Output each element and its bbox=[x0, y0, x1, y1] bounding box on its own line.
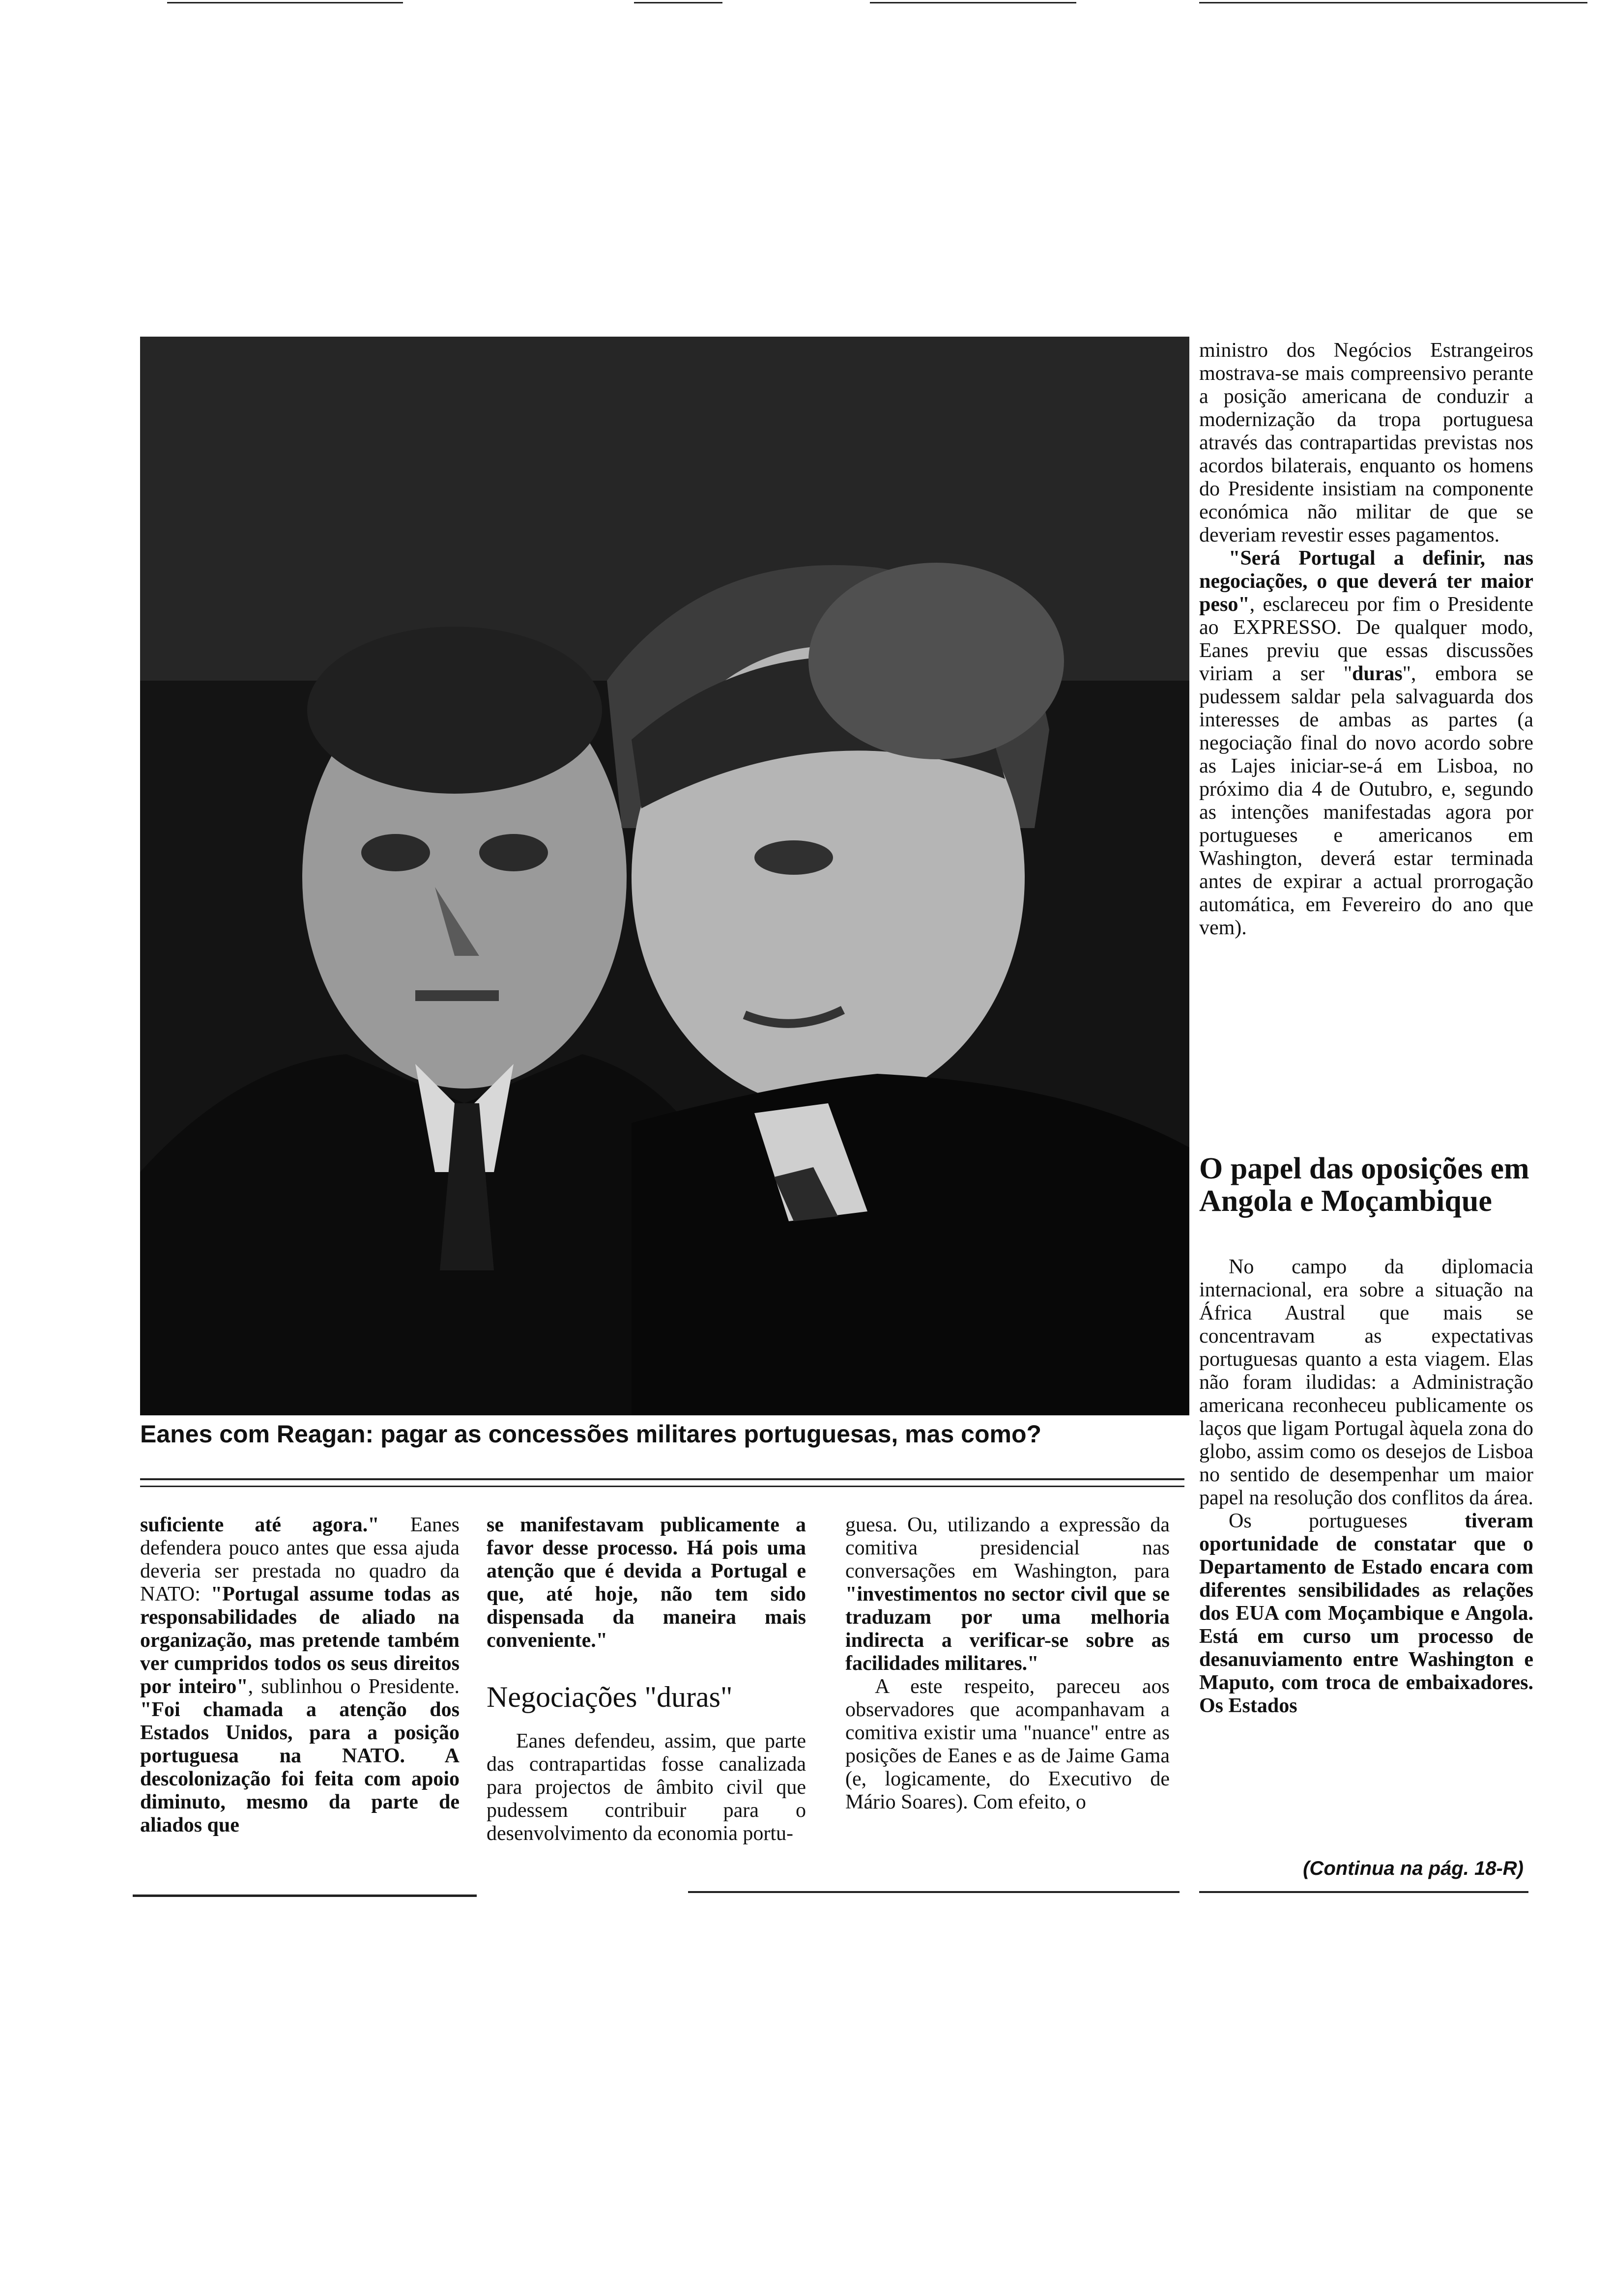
photo-caption: Eanes com Reagan: pagar as concessões militares portuguesas, mas como? bbox=[140, 1420, 1042, 1448]
text-run: Eanes defendeu, assim, que parte das contrapartidas fosse canalizada para projectos de âmbito civil que pudessem contribuir para o desenvolvimento da economia portu- bbox=[487, 1730, 806, 1845]
right-section-heading: O papel das oposições em Angola e Moçambique bbox=[1199, 1152, 1529, 1218]
text-run: , sublinhou o Presidente. bbox=[248, 1675, 460, 1698]
text-run: se manifestavam publicamente a favor desse processo. Há pois uma atenção que é devida a Portugal e que, até hoje, não tem sido dispensada da maneira mais conveniente." bbox=[487, 1514, 806, 1652]
column-1-text bbox=[140, 1514, 460, 1837]
text-run: suficiente até agora." bbox=[140, 1514, 379, 1536]
caption-rule-2 bbox=[140, 1486, 1184, 1487]
column-2-bottom-text bbox=[487, 1730, 806, 1845]
bottom-rule-2 bbox=[688, 1891, 1180, 1893]
paragraph bbox=[487, 1730, 806, 1845]
text-run: "Foi chamada a atenção dos Estados Unidos, para a posição portuguesa na NATO. A descolonização foi feita com apoio diminuto, mesmo da parte de aliados que bbox=[140, 1698, 460, 1837]
right-bottom-text bbox=[1199, 1256, 1533, 1718]
top-rule-2 bbox=[634, 2, 722, 3]
top-rule-1 bbox=[167, 2, 403, 3]
photo-illustration bbox=[140, 337, 1189, 1415]
text-run: "Portugal assume todas as responsabilidades de aliado na organização, mas pretende também ver cumpridos todos os seus direitos por inteiro" bbox=[140, 1583, 460, 1698]
text-run: , esclareceu por fim o Presidente ao EXPRESSO. De qualquer modo, Eanes previu que essas discussões viriam a ser " bbox=[1199, 593, 1533, 685]
text-run: reconheceu publicamente os laços que ligam Portugal àquela zona do globo, assim como os desejos de Lisboa no sentido de desempenhar um maior papel na resolução dos conflitos da área. bbox=[1199, 1394, 1533, 1509]
paragraph bbox=[487, 1514, 806, 1652]
paragraph bbox=[845, 1514, 1170, 1675]
column-2 bbox=[487, 1514, 806, 1652]
column-2-bottom bbox=[487, 1730, 806, 1845]
text-run: "Será Portugal a definir, nas negociações, o que deverá ter maior peso" bbox=[1199, 547, 1533, 616]
column-3-text bbox=[845, 1514, 1170, 1814]
text-run: guesa. Ou, utilizando a expressão da comitiva presidencial nas conversações em Washington, para bbox=[845, 1514, 1170, 1582]
top-rule-4 bbox=[1199, 2, 1587, 3]
text-run: Os portugueses bbox=[1229, 1510, 1465, 1532]
right-column-top bbox=[1199, 339, 1533, 940]
paragraph bbox=[1199, 1256, 1533, 1510]
text-run: A este respeito, pareceu aos observadores que acompanhavam a comitiva existir uma "nuance" entre as posições de Eanes e as de Jaime Gama (e, logicamente, do Executivo de Mário Soares). Com efeito, o bbox=[845, 1675, 1170, 1813]
bottom-rule-1 bbox=[133, 1894, 477, 1897]
news-photo bbox=[140, 337, 1189, 1415]
column-2-heading: Negociações "duras" bbox=[487, 1681, 733, 1713]
continuation-note: (Continua na pág. 18-R) bbox=[1303, 1858, 1524, 1879]
paragraph bbox=[845, 1675, 1170, 1814]
right-column-bottom bbox=[1199, 1256, 1533, 1718]
paragraph bbox=[1199, 339, 1533, 547]
right-top-text bbox=[1199, 339, 1533, 940]
paragraph bbox=[140, 1514, 460, 1837]
text-run: ", embora se pudessem saldar pela salvaguarda dos interesses de ambas as partes (a negociação final do novo acordo sobre as Lajes iniciar-se-á em Lisboa, no próximo dia 4 de Outubro, e, segundo as intenções manifestadas agora por portugueses e americanos em Washington, deverá estar terminada antes de expirar a actual prorrogação automática, em Fevereiro do ano que vem). bbox=[1199, 662, 1533, 939]
top-rule-3 bbox=[870, 2, 1076, 3]
text-run: "investimentos no sector civil que se traduzam por uma melhoria indirecta a verificar-se sobre as facilidades militares." bbox=[845, 1583, 1170, 1675]
column-1 bbox=[140, 1514, 460, 1837]
text-run: No campo da diplomacia internacional, era sobre a situação na África Austral que mais se concentravam as expectativas portuguesas quanto a esta viagem. Elas não foram iludidas: a Administração americana bbox=[1199, 1256, 1533, 1417]
text-run: Eanes defendera pouco antes que essa ajuda deveria ser prestada no quadro da NATO: bbox=[140, 1514, 460, 1606]
column-3 bbox=[845, 1514, 1170, 1814]
bottom-rule-3 bbox=[1199, 1891, 1528, 1893]
caption-rule-1 bbox=[140, 1478, 1184, 1480]
text-run: duras bbox=[1352, 662, 1403, 685]
column-2-top-text bbox=[487, 1514, 806, 1652]
paragraph bbox=[1199, 547, 1533, 940]
text-run: tiveram oportunidade de constatar que o Departamento de Estado encara com diferentes sensibilidades as relações dos EUA com Moçambique e Angola. Está em curso um processo de desanuviamento entre Washington e Maputo, com troca de embaixadores. Os Estados bbox=[1199, 1510, 1533, 1717]
paragraph bbox=[1199, 1510, 1533, 1718]
text-run: ministro dos Negócios Estrangeiros mostrava-se mais compreensivo perante a posição americana de conduzir a modernização da tropa portuguesa através das contrapartidas previstas nos acordos bilaterais, enquanto os homens do Presidente insistiam na componente económica não militar de que se deveriam revestir esses pagamentos. bbox=[1199, 339, 1533, 546]
